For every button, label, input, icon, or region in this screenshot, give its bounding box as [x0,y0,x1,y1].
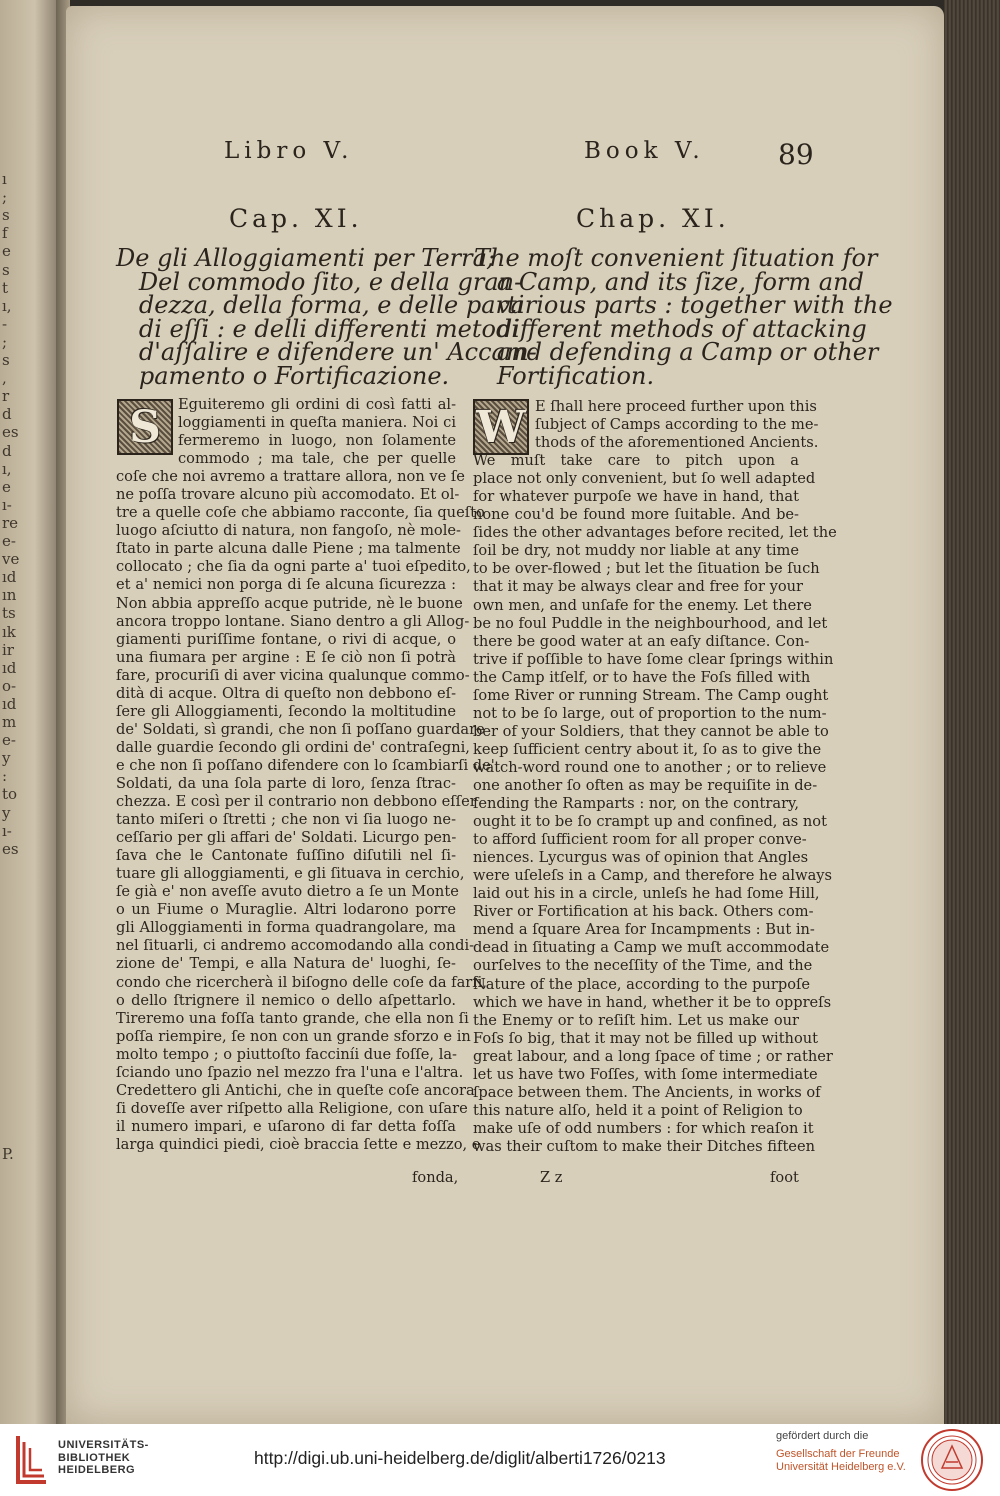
text-line: ceſſario per gli affari de' Soldati. Licurgo pen- [116,829,457,847]
text-line: tanto miſeri o ſtretti ; che non vi ſia luogo ne- [116,811,456,829]
left-page-edge-text: P. [2,1145,14,1163]
left-page-edge-text: o- [2,676,17,695]
left-page-edge-text: ; [2,188,8,207]
left-page-edge-text: to [2,785,18,804]
text-line: great labour, and a long ſpace of time ; or rather [473,1047,833,1065]
chapter-heading-right: Chap. XI. [576,204,730,233]
text-line: Foſs ſo big, that it may not be filled up without [473,1029,819,1047]
catchword-left: fonda, [412,1169,459,1186]
text-line: We muſt take care to pitch upon a [473,452,799,470]
document-url-link[interactable]: http://digi.ub.uni-heidelberg.de/diglit/alberti1726/0213 [254,1448,666,1468]
text-line: place not only convenient, but ſo well adapted [473,470,816,488]
text-line: fare, procuriſi di aver vicina qualunque commo- [116,666,470,684]
text-line: ought it to be ſo crampt up and confined, as not [473,813,827,831]
text-line: Eguiteremo gli ordini di così fatti al- [178,396,456,413]
text-line: e che non ſi poſſano difendere con lo ſcambiarſi de' [116,756,495,774]
signature-mark: Z z [540,1169,563,1186]
text-line: ſubject of Camps according to the me- [535,416,819,434]
text-line: thods of the aforementioned Ancients. [535,434,819,452]
text-line: chezza. E così per il contrario non debbono eſſer [116,793,477,811]
sponsor-label: gefördert durch die [776,1430,869,1442]
left-page-edge-text: r [2,387,10,406]
text-line: E ſhall here proceed further upon this [535,398,817,415]
text-line: niences. Lycurgus was of opinion that Angles [473,849,809,867]
text-line: larga quindici piedi, cioè braccia ſette e mezzo, e [116,1135,481,1153]
text-line: fermeremo in luogo, non ſolamente [178,432,456,450]
text-line: molto tempo ; o piuttoſto facciníi due foſſe, la- [116,1045,457,1063]
text-line: poſſa riempire, ſe non con un grande sforzo e in [116,1027,471,1045]
sponsor-name-line: Universität Heidelberg e.V. [776,1461,906,1473]
text-line: River or Fortification at his back. Others com- [473,903,814,921]
library-name-line: UNIVERSITÄTS- [58,1439,149,1451]
text-line: collocato ; che ſia da ogni parte a' tuoi eſpedito, [116,558,471,576]
text-line: condo che ricercherà il biſogno delle coſe da farſi, [116,973,487,991]
left-page-edge-text: e [2,242,11,261]
left-page-edge-text: ıd [2,568,17,587]
text-line: ſides the other advantages before recited, let the [473,524,837,542]
left-page-edge-text: e- [2,532,16,550]
title-line: dezza, della forma, e delle parti [116,291,525,320]
left-page-edge-text: s [2,351,10,369]
title-line: Fortification. [474,361,655,390]
left-page-edge [0,0,58,1424]
text-line: gli Alloggiamenti in forma quadrangolare, ma [116,919,456,937]
text-line: make uſe of odd numbers : for which reaſon it [473,1119,814,1137]
text-line: una fiumara per argine : E ſe ciò non ſi potrà [116,648,456,666]
left-page-edge-text: ı- [2,495,12,514]
library-name-line: HEIDELBERG [58,1464,136,1476]
left-page-edge-text: d [2,405,12,424]
text-line: ourſelves to the neceſſity of the Time, and the [473,957,813,975]
text-line: ſe già e' non aveſſe avuto dietro a ſe un Monte [116,883,459,901]
text-line: ſtato in parte alcuna dalle Piene ; ma talmente [116,540,461,558]
sponsor-name-line: Gesellschaft der Freunde [776,1448,900,1460]
text-line: luogo aſciutto di natura, non fangoſo, nè mole- [116,522,461,540]
university-seal-icon[interactable] [920,1428,984,1492]
text-line: none cou'd be found more ſuitable. And be- [473,506,799,524]
catchword-right: foot [770,1169,799,1186]
running-head-left: Libro V. [224,138,354,164]
left-page-edge-text: s [2,260,10,279]
text-line: let us have two Foſſes, with ſome intermediate [473,1065,818,1083]
text-line: Nature of the place, according to the purpoſe [473,975,811,993]
left-page-edge-text: , [2,369,7,388]
university-library-logo-icon[interactable] [14,1434,50,1484]
title-line: d'aſſalire e difendere un' Accam- [116,338,537,367]
text-line: mend a ſquare Area for Incampments : But in- [473,921,815,939]
page-fore-edge [944,0,1000,1424]
text-line: the Enemy or to reſiſt him. Let us make our [473,1011,799,1029]
title-line: di eſſi : e delli differenti metodi [116,314,520,343]
text-line: to afford ſufficient room for all proper conve- [473,831,807,849]
left-page-edge-text: ı [2,170,7,188]
left-page-edge-text: m [2,713,17,731]
left-page-edge-text: ı, [2,459,12,478]
text-line: this nature alſo, held it a point of Religion to [473,1101,803,1119]
text-line: ancora troppo lontane. Siano dentro a gli Allog- [116,612,470,630]
text-line: the Camp itſelf, or to have the Foſs filled with [473,668,811,686]
text-line: dead in ſituating a Camp we muſt accommodate [473,939,830,957]
chapter-heading-left: Cap. XI. [229,204,363,233]
title-line: various parts : together with the [474,291,893,320]
text-line: Credettero gli Antichi, che in queſte coſe ancora [116,1081,475,1099]
text-line: il numero impari, e uſarono di far detta foſſa [116,1117,456,1135]
text-line: laid out his in a circle, unleſs he had ſome Hill, [473,885,820,903]
left-page-edge-text: e- [2,731,16,750]
left-page-edge-text: ı- [2,821,12,840]
text-line: Tireremo una foſſa tanto grande, che ella non ſi [116,1009,469,1027]
chapter-title-english [474,244,893,390]
text-line: de' Soldati, sì grandi, che non ſi poſſano guardare [116,720,485,738]
text-line: not to be ſo large, out of proportion to the num- [473,704,827,722]
left-page-edge-text: ın [2,586,17,605]
text-line: ſoil be dry, not muddy nor liable at any time [473,542,799,560]
left-page-edge-text: t [2,278,9,297]
library-name[interactable] [58,1439,149,1477]
left-page-edge-text: d [2,441,12,460]
text-line: et a' nemici non porga di ſe alcuna ſicurezza : [116,576,456,594]
left-page-edge-text: es [2,839,19,858]
text-line: giamenti puriſſime fontane, o rivi di acque, o [116,630,456,648]
title-line: De gli Alloggiamenti per Terra; [116,244,495,272]
text-line: for whatever purpoſe we have in hand, that [473,488,799,506]
text-line: were uſeleſs in a Camp, and therefore he always [473,867,833,885]
text-line: ſi doveſſe aver riſpetto alla Religione, con uſare [116,1099,468,1117]
left-page-edge-text: es [2,423,19,442]
text-line: one another ſo often as may be requiſite in de- [473,776,818,794]
text-line: Non abbia appreſſo acque putride, nè le buone [116,594,463,612]
page-number: 89 [778,138,814,171]
left-page-edge-text: ıd [2,694,17,713]
text-line: keep ſufficient centry about it, ſo as to give the [473,740,822,758]
text-line: ſava che le Cantonate fuſſino diſutili nel ſi- [116,847,456,865]
text-line: loggiamenti in queſta maniera. Noi ci [178,414,456,432]
text-line: dalle guardie ſecondo gli ordini de' contraſegni, [116,738,470,756]
text-line: ſere gli Alloggiamenti, ſecondo la moltitudine [116,702,456,720]
left-page-edge-text: - [2,314,8,333]
left-page-edge-text: re [2,513,19,532]
library-name-line: BIBLIOTHEK [58,1451,131,1464]
text-line: coſe che noi avremo a trattare allora, non ve ſe [116,468,465,486]
text-line: ſciando uno ſpazio nel mezzo fra l'una e l'altra. [116,1063,464,1081]
english-text-column [473,398,837,1156]
text-line: commodo ; ma tale, che per quelle [178,450,456,468]
text-line: o dello ſtrignere il nemico o dello aſpettarlo. [116,991,456,1009]
text-line: ber of your Soldiers, that they cannot be able to [473,722,829,740]
left-page-edge-text: ık [2,622,16,641]
left-page-edge-text: y [2,749,11,768]
left-page-edge-text: ve [2,550,20,569]
italian-text-column [116,396,495,1154]
text-line: dità di acque. Oltra di queſto non debbono eſ- [116,684,456,702]
sponsor-name-link[interactable] [776,1448,906,1474]
text-line: tre a quelle coſe che abbiamo racconte, ſia queſto [116,504,485,522]
left-page-edge-text: f [2,224,8,243]
text-line: own men, and unſafe for the enemy. Let there [473,596,812,614]
left-page-edge-text: ts [2,604,16,623]
text-line: zione de' Tempi, e alla Natura de' luoghi, ſe- [116,955,456,973]
text-line: which we have in hand, whether it be to oppreſs [473,993,832,1011]
running-head-right: Book V. [584,138,705,164]
left-page-edge-text: ıd [2,658,17,677]
title-line: pamento o Fortificazione. [116,361,450,390]
text-line: o un Fiume o Muraglie. Altri lodarono porre [116,901,456,919]
title-line: The moſt convenient ſituation for [474,244,878,272]
left-page-edge-text: ir [2,640,14,659]
text-line: ſome River or running Stream. The Camp ought [473,686,829,704]
text-line: was their cuſtom to make their Ditches fifteen [473,1137,815,1155]
ornamental-initial-left: S [117,399,173,455]
left-page-edge-text: ; [2,332,8,351]
text-line: Soldati, da una ſola parte di loro, ſenza ſtrac- [116,774,456,792]
text-line: there be good water at an eaſy diſtance. Con- [473,632,810,650]
text-line: fending the Ramparts : nor, on the contrary, [473,795,799,813]
text-line: watch-word round one to another ; or to relieve [473,758,827,776]
left-page-edge-text: e [2,477,11,496]
text-line: nel ſituarli, ci andremo accomodando alla condi- [116,937,475,955]
text-line: to be over-flowed ; but let the ſituation be ſuch [473,560,820,578]
text-line: trive if poſſible to have ſome clear ſprings within [473,650,834,668]
title-line: different methods of attacking [474,314,867,343]
text-line: be no foul Puddle in the neighbourhood, and let [473,614,828,632]
left-page-edge-text: ı, [2,296,12,315]
text-line: ſpace between them. The Ancients, in works of [473,1083,821,1101]
ornamental-initial-right: W [473,399,529,455]
library-footer [0,1424,1000,1496]
title-line: a Camp, and its ſize, form and [474,267,864,296]
title-line: Del commodo ſito, e della gran- [116,267,523,296]
text-line: that it may be always clear and free for your [473,578,803,596]
title-line: and defending a Camp or other [474,338,879,367]
text-line: ne poſſa trovare alcuno più accomodato. Et ol- [116,486,460,504]
left-page-edge-text: : [2,767,8,786]
left-page-edge-text: s [2,206,10,225]
left-page-edge-text: y [2,803,11,822]
text-line: tuare gli alloggiamenti, e gli ſituava in cerchio, [116,865,465,883]
